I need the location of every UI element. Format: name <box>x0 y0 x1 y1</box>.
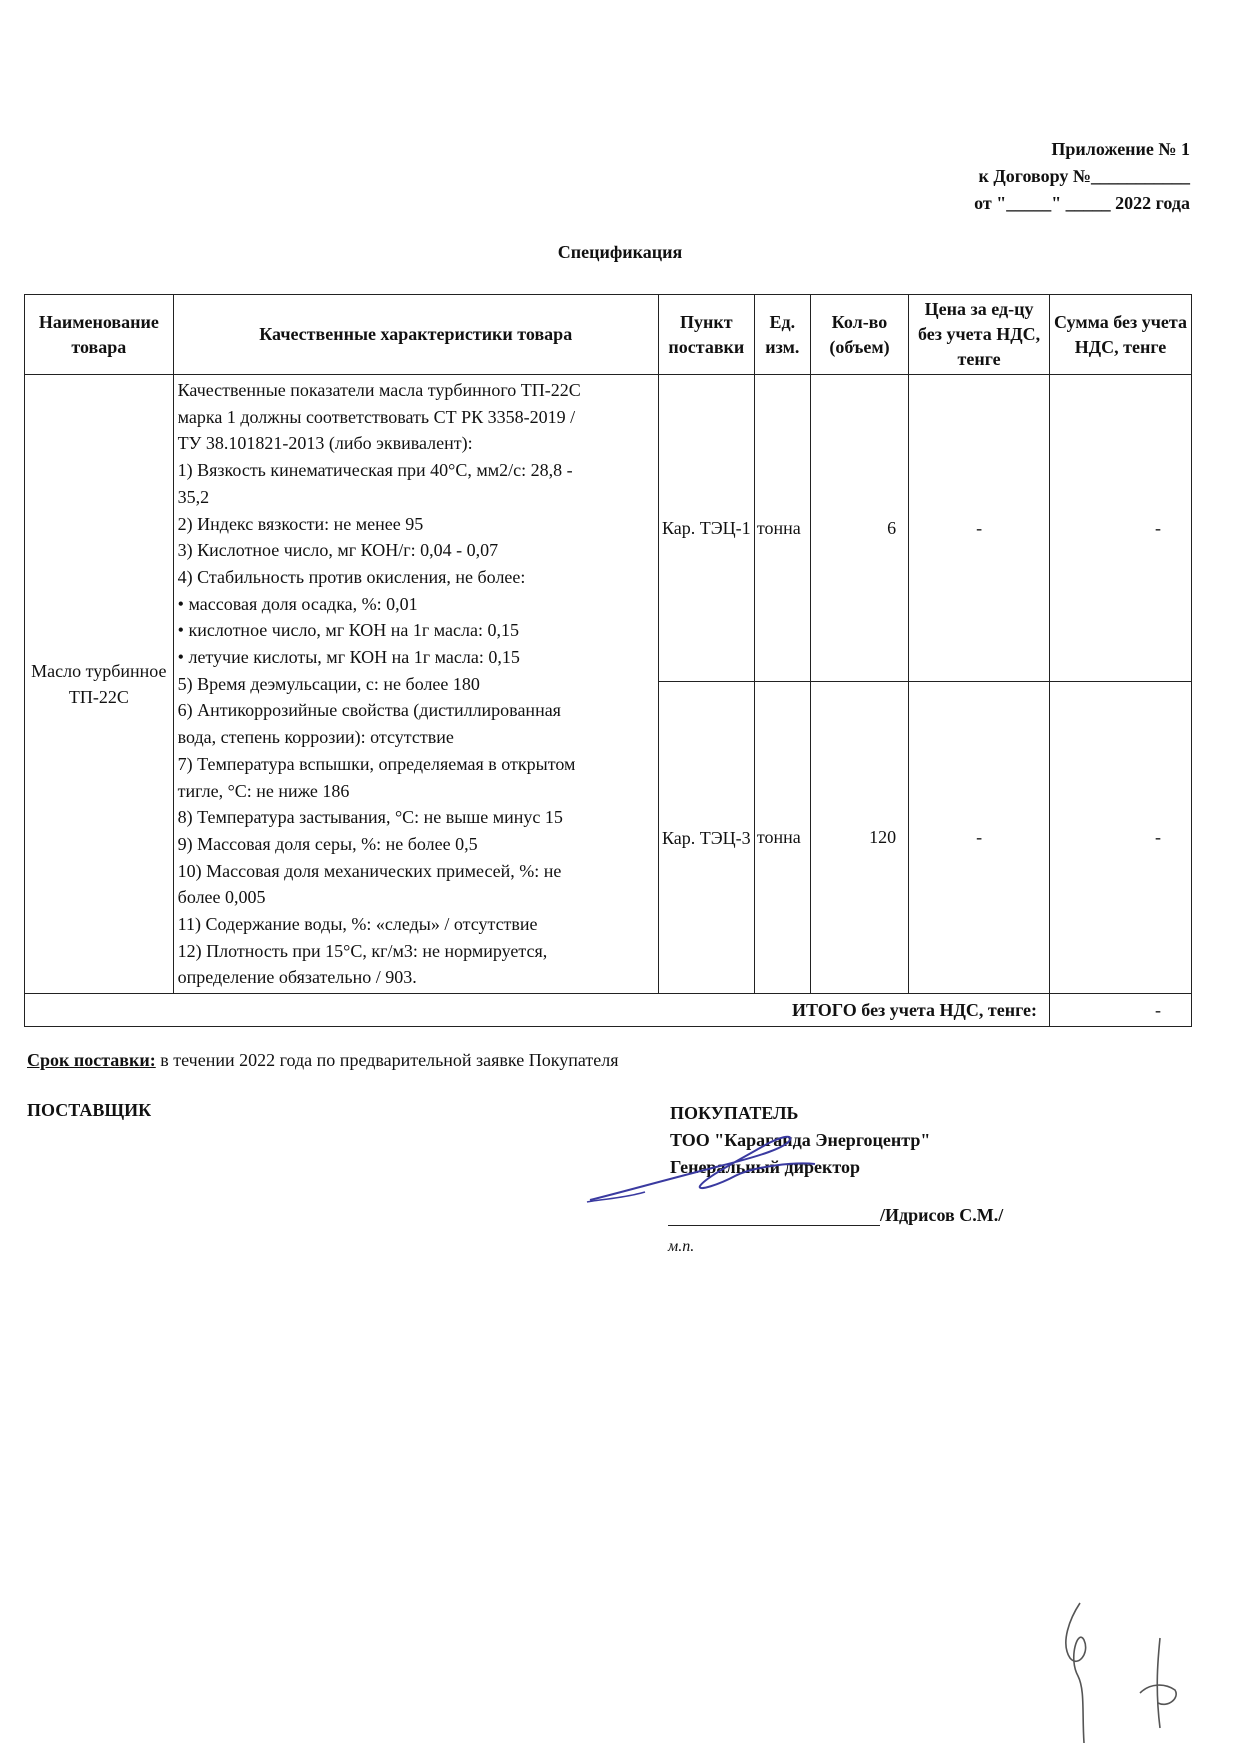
quality-line: 35,2 <box>177 486 210 507</box>
director-signature <box>585 1128 885 1208</box>
quality-characteristics <box>173 375 658 994</box>
quality-line: 8) Температура застывания, °С: не выше минус 15 <box>177 807 563 828</box>
unit: тонна <box>754 682 810 994</box>
unit-price: - <box>909 682 1050 994</box>
quantity: 120 <box>810 682 908 994</box>
contract-date: от "_____" _____ 2022 года <box>974 193 1190 213</box>
quality-line: 7) Температура вспышки, определяемая в открытом <box>177 753 576 774</box>
quality-line: вода, степень коррозии): отсутствие <box>177 727 454 748</box>
header-unit: Ед. изм. <box>754 295 810 375</box>
appendix-header <box>974 136 1190 217</box>
specification-table <box>24 294 1192 1027</box>
quality-line: тигле, °С: не ниже 186 <box>177 780 350 801</box>
buyer-title: ПОКУПАТЕЛЬ <box>670 1103 799 1123</box>
quality-line: 10) Массовая доля механических примесей, %: не <box>177 860 562 881</box>
product-name: Масло турбинное ТП-22С <box>25 375 174 994</box>
quality-line: марка 1 должны соответствовать СТ РК 3358-2019 / <box>177 406 576 427</box>
delivery-term <box>27 1050 618 1071</box>
delivery-point: Кар. ТЭЦ-3 <box>658 682 754 994</box>
signature-blank <box>668 1205 880 1226</box>
quality-line: • летучие кислоты, мг КОН на 1г масла: 0,15 <box>177 647 520 668</box>
quality-line: более 0,005 <box>177 887 266 908</box>
table-row <box>25 375 1192 682</box>
quality-line: Качественные показатели масла турбинного ТП-22С <box>177 380 581 400</box>
header-product-name: Наименование товара <box>25 295 174 375</box>
contract-reference: к Договору №___________ <box>978 166 1190 186</box>
stamp-place: м.п. <box>668 1238 695 1255</box>
table-header-row <box>25 295 1192 375</box>
line-sum: - <box>1050 682 1192 994</box>
total-label: ИТОГО без учета НДС, тенге: <box>25 994 1050 1027</box>
header-quantity: Кол-во (объем) <box>810 295 908 375</box>
quality-line: 1) Вязкость кинематическая при 40°С, мм2/с: 28,8 - <box>177 460 573 481</box>
delivery-term-label: Срок поставки: <box>27 1050 156 1070</box>
quality-line: 12) Плотность при 15°С, кг/м3: не нормируется, <box>177 940 548 961</box>
quality-line: 4) Стабильность против окисления, не более: <box>177 566 526 587</box>
supplier-title: ПОСТАВЩИК <box>27 1100 152 1120</box>
appendix-number: Приложение № 1 <box>1051 139 1190 159</box>
quality-line: ТУ 38.101821-2013 (либо эквивалент): <box>177 433 473 454</box>
page-initials <box>1040 1598 1200 1748</box>
quantity: 6 <box>810 375 908 682</box>
quality-line: определение обязательно / 903. <box>177 967 417 988</box>
total-row <box>25 994 1192 1027</box>
quality-line: • массовая доля осадка, %: 0,01 <box>177 593 418 614</box>
page-title: Спецификация <box>557 242 683 262</box>
header-unit-price: Цена за ед-цу без учета НДС, тенге <box>909 295 1050 375</box>
quality-line: 2) Индекс вязкости: не менее 95 <box>177 513 424 534</box>
header-delivery-point: Пункт поставки <box>658 295 754 375</box>
signatory-name: /Идрисов С.М./ <box>880 1205 1004 1225</box>
delivery-term-text: в течении 2022 года по предварительной заявке Покупателя <box>155 1050 619 1070</box>
delivery-point: Кар. ТЭЦ-1 <box>658 375 754 682</box>
quality-line: • кислотное число, мг КОН на 1г масла: 0,15 <box>177 620 519 641</box>
total-value: - <box>1050 994 1192 1027</box>
line-sum: - <box>1050 375 1192 682</box>
buyer-company: ТОО "Караганда Энергоцентр" <box>670 1130 931 1150</box>
quality-line: 9) Массовая доля серы, %: не более 0,5 <box>177 833 478 854</box>
signature-line <box>668 1205 1003 1226</box>
header-quality: Качественные характеристики товара <box>173 295 658 375</box>
unit-price: - <box>909 375 1050 682</box>
buyer-position: Генеральный директор <box>670 1157 860 1177</box>
unit: тонна <box>754 375 810 682</box>
quality-line: 6) Антикоррозийные свойства (дистиллированная <box>177 700 561 721</box>
quality-line: 5) Время деэмульсации, с: не более 180 <box>177 673 480 694</box>
quality-line: 3) Кислотное число, мг КОН/г: 0,04 - 0,07 <box>177 540 499 561</box>
quality-line: 11) Содержание воды, %: «следы» / отсутствие <box>177 914 538 935</box>
header-sum: Сумма без учета НДС, тенге <box>1050 295 1192 375</box>
